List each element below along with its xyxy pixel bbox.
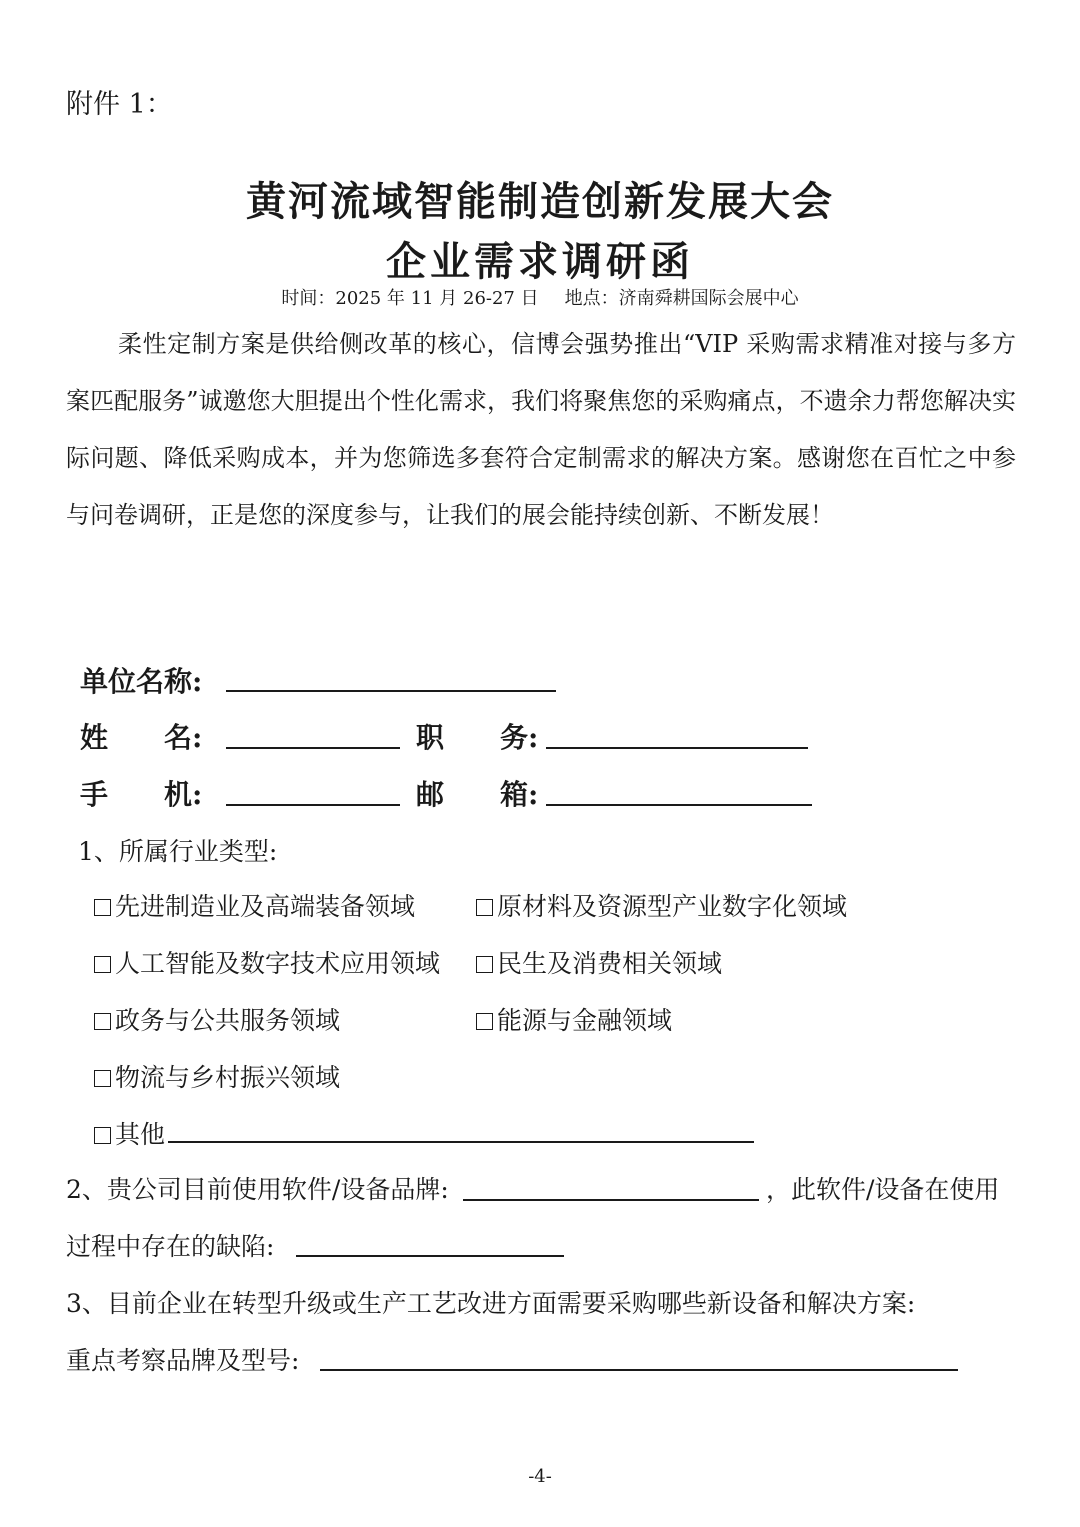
event-time: 时间：2025 年 11 月 26-27 日 bbox=[281, 288, 539, 309]
checkbox-icon[interactable] bbox=[94, 956, 111, 973]
email-input[interactable] bbox=[546, 804, 812, 806]
email-label: 邮 箱: bbox=[416, 778, 539, 811]
industry-option-other[interactable]: 其他 bbox=[94, 1115, 165, 1151]
intro-paragraph: 柔性定制方案是供给侧改革的核心，信博会强势推出“VIP 采购需求精准对接与多方案匹配服务”诚邀您大胆提出个性化需求，我们将聚焦您的采购痛点，不遗余力帮您解决实际问题、降低采购成本，并为您筛选多套符合定制需求的解决方案。感谢您在百忙之中参与问卷调研，正是您的深度参与，让我们的展会能持续创新、不断发展！ bbox=[66, 330, 1016, 529]
industry-option[interactable]: 能源与金融领域 bbox=[476, 1001, 672, 1037]
industry-option[interactable]: 原材料及资源型产业数字化领域 bbox=[476, 887, 847, 923]
page-number: -4- bbox=[528, 1466, 552, 1487]
q2-text-part2: ，此软件/设备在使用 bbox=[766, 1175, 1000, 1204]
industry-option[interactable]: 物流与乡村振兴领域 bbox=[94, 1058, 340, 1094]
checkbox-icon[interactable] bbox=[476, 956, 493, 973]
page-title: 黄河流域智能制造创新发展大会 bbox=[246, 178, 834, 225]
checkbox-icon[interactable] bbox=[94, 899, 111, 916]
company-input[interactable] bbox=[226, 690, 556, 692]
position-input[interactable] bbox=[546, 747, 808, 749]
software-brand-input[interactable] bbox=[463, 1199, 759, 1201]
checkbox-icon[interactable] bbox=[94, 1013, 111, 1030]
phone-input[interactable] bbox=[226, 804, 400, 806]
position-label: 职 务: bbox=[416, 721, 539, 754]
checkbox-icon[interactable] bbox=[476, 1013, 493, 1030]
attachment-label: 附件 1： bbox=[66, 89, 173, 120]
defects-input[interactable] bbox=[296, 1255, 564, 1257]
q3-text-part1: 3、目前企业在转型升级或生产工艺改进方面需要采购哪些新设备和解决方案: bbox=[66, 1289, 916, 1318]
checkbox-icon[interactable] bbox=[476, 899, 493, 916]
industry-option[interactable]: 民生及消费相关领域 bbox=[476, 944, 722, 980]
company-label: 单位名称: bbox=[80, 665, 203, 698]
checkbox-icon[interactable] bbox=[94, 1127, 111, 1144]
other-industry-input[interactable] bbox=[168, 1141, 754, 1143]
name-input[interactable] bbox=[226, 747, 400, 749]
phone-label: 手 机: bbox=[80, 778, 203, 811]
industry-option[interactable]: 人工智能及数字技术应用领域 bbox=[94, 944, 440, 980]
brand-model-input[interactable] bbox=[320, 1369, 958, 1371]
checkbox-icon[interactable] bbox=[94, 1070, 111, 1087]
event-location: 地点：济南舜耕国际会展中心 bbox=[564, 288, 799, 309]
q2-text-part1: 2、贵公司目前使用软件/设备品牌: bbox=[66, 1175, 449, 1204]
q2-text-part3: 过程中存在的缺陷: bbox=[66, 1232, 275, 1261]
name-label: 姓 名: bbox=[80, 721, 203, 754]
q3-text-part2: 重点考察品牌及型号: bbox=[66, 1346, 300, 1375]
industry-option[interactable]: 先进制造业及高端装备领域 bbox=[94, 887, 415, 923]
industry-option[interactable]: 政务与公共服务领域 bbox=[94, 1001, 340, 1037]
page-subtitle: 企业需求调研函 bbox=[386, 238, 694, 285]
event-meta bbox=[0, 284, 1080, 310]
q1-title: 1、所属行业类型: bbox=[78, 837, 278, 866]
